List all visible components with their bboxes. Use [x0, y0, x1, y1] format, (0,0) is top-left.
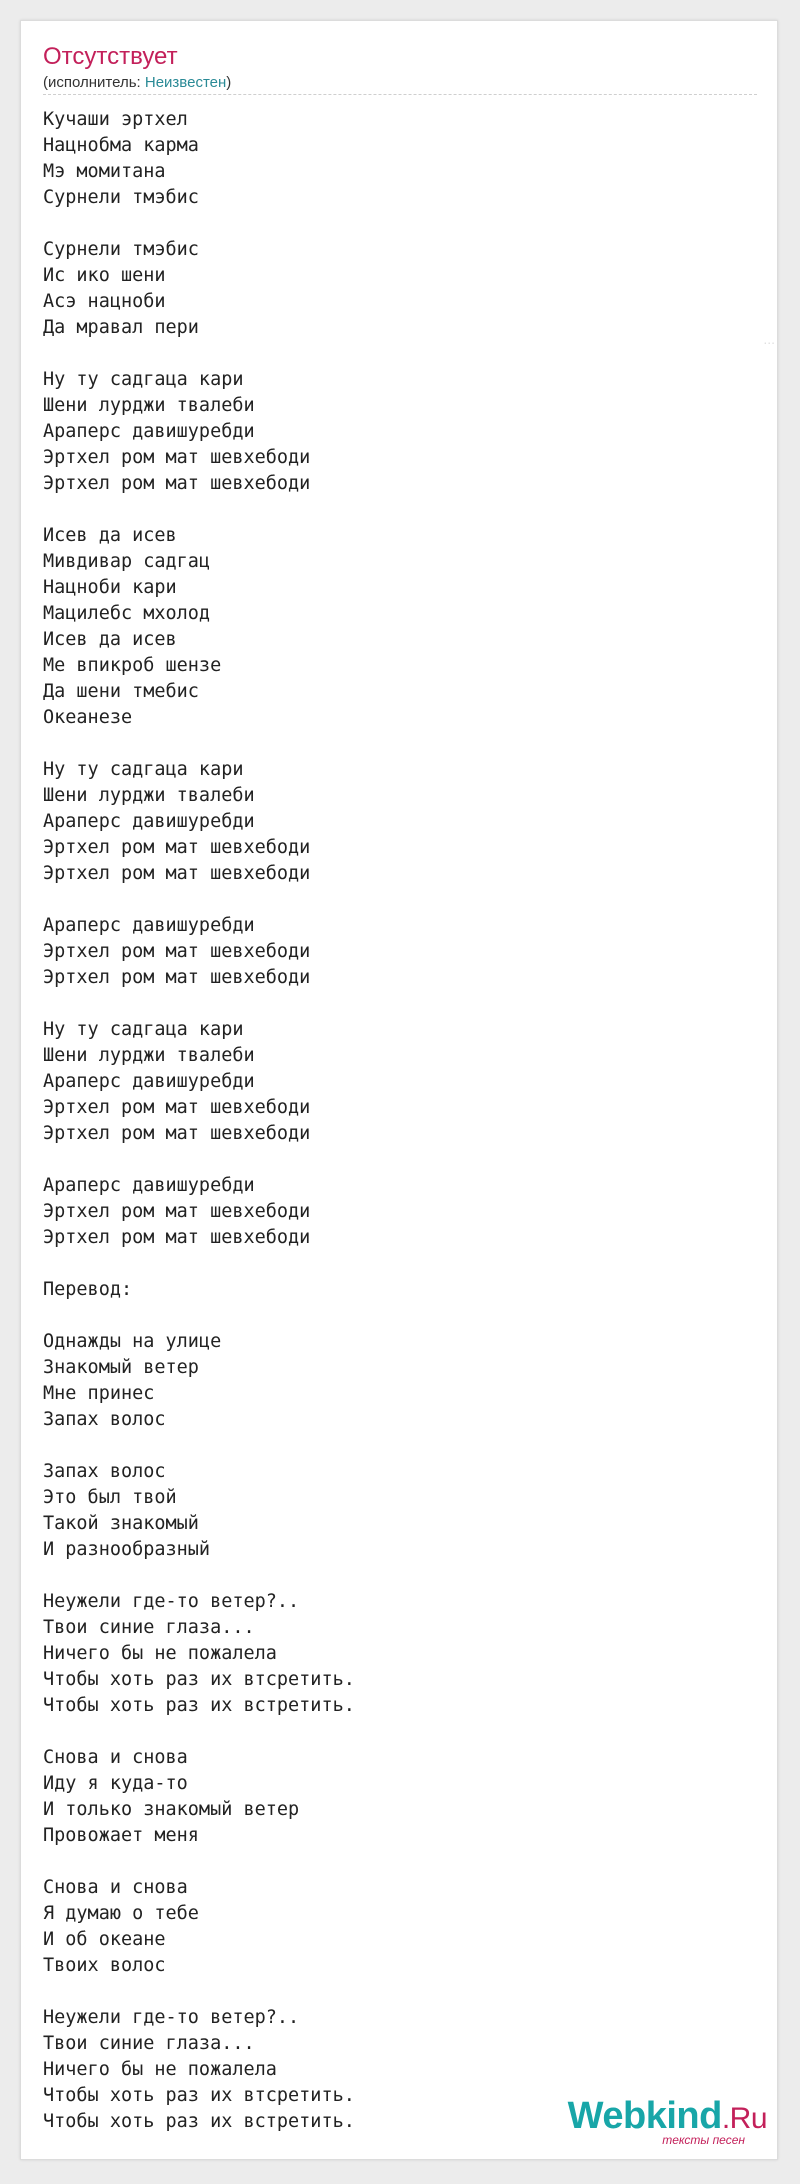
edge-dots: ... [763, 331, 775, 347]
artist-link[interactable]: Неизвестен [144, 74, 227, 91]
lyrics-card [20, 20, 778, 2160]
logo-tagline: тексты песен [662, 2133, 745, 2147]
lyrics-text: Кучаши эртхел Нацнобма карма Мэ момитана Сурнели тмэбис Сурнели тмэбис Ис ико шени Асэ нацноби Да мравал пери Ну ту садгаца кари Шени лурджи твалеби Араперс давишуребди Эртхел ром мат шевхебоди Эртхел ром мат шевхебоди Исев да исев Мивдивар садгац Нацноби кари Мацилебс мхолод Исев да исев Ме впикроб шензе Да шени тмебис Океанезе Ну ту садгаца кари Шени лурджи твалеби Араперс давишуребди Эртхел ром мат шевхебоди Эртхел ром мат шевхебоди Араперс давишуребди Эртхел ром мат шевхебоди Эртхел ром мат шевхебоди Ну ту садгаца кари Шени лурджи твалеби Араперс давишуребди Эртхел ром мат шевхебоди Эртхел ром мат шевхебоди Араперс давишуребди Эртхел ром мат шевхебоди Эртхел ром мат шевхебоди Перевод: Однажды на улице Знакомый ветер Мне принес Запах волос Запах волос Это был твой Такой знакомый И разнообразный Неужели где-то ветер?.. Твои синие глаза... Ничего бы не пожалела Чтобы хоть раз их втсретить. Чтобы хоть раз их встретить. Снова и снова Иду я куда-то И только знакомый ветер Провожает меня Снова и снова Я думаю о тебе И об океане Твоих волос Неужели где-то ветер?.. Твои синие глаза... Ничего бы не пожалела Чтобы хоть раз их втсретить. Чтобы хоть раз их встретить. [43, 109, 355, 2132]
artist-suffix: ) [226, 74, 232, 91]
title-divider [43, 94, 757, 95]
artist-prefix: (исполнитель: [43, 74, 145, 91]
song-title: Отсутствует [43, 43, 178, 70]
logo-brand-name: Webkind [567, 2095, 722, 2137]
webkind-logo[interactable] [568, 2096, 767, 2147]
artist-line [43, 74, 231, 92]
logo-tld: .Ru [721, 2102, 767, 2135]
